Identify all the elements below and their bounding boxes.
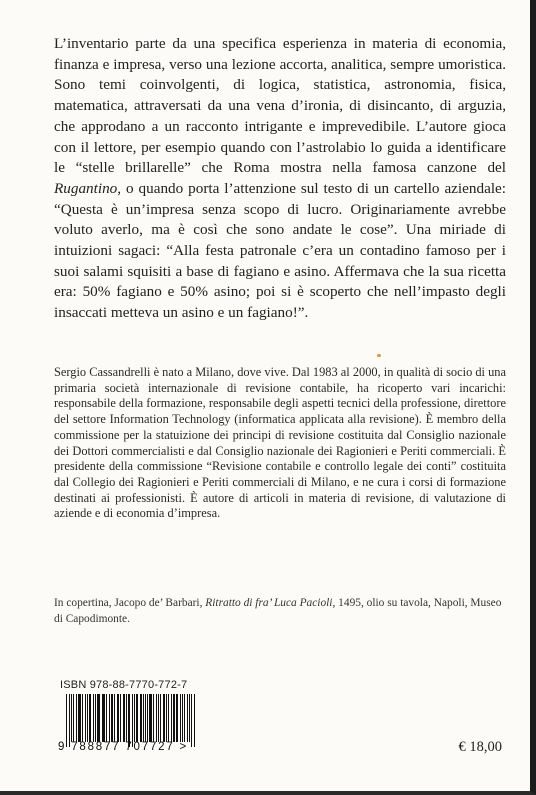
barcode-bar xyxy=(184,694,185,742)
barcode-bar xyxy=(85,694,86,742)
barcode-bar xyxy=(82,694,83,742)
barcode-bar xyxy=(87,694,89,742)
barcode-bar xyxy=(71,694,72,742)
barcode-bar xyxy=(182,694,183,742)
barcode-bar xyxy=(109,694,110,742)
barcode-bar xyxy=(143,694,144,742)
barcode-bar xyxy=(173,694,176,742)
barcode-digits: 9 788877 707727 > xyxy=(58,741,189,753)
barcode-bar xyxy=(89,694,91,742)
barcode-bar xyxy=(126,694,127,742)
barcode-bar xyxy=(106,694,107,742)
blurb-song-title: Rugantino xyxy=(54,179,118,197)
barcode-bar xyxy=(187,694,189,742)
author-bio: Sergio Cassandrelli è nato a Milano, dove vive. Dal 1983 al 2000, in qualità di socio di una primaria società internazionale di revisione contabile, ha ricoperto vari incarichi: responsabile della formazione, responsabile degli aspetti tecnici della professione, direttore del settore Information Technology (informatica applicata alla revisione). È membro della commissione per la statuizione dei principi di revisione costituita dal Consiglio nazionale dei Dottori commercialisti e dal Consiglio nazionale dei Ragionieri e Periti commerciali. È presidente della commissione “Revisione contabile e controllo legale dei conti” costituita dal Collegio dei Ragionieri e Periti commerciali di Milano, e ne cura i corsi di formazione destinati ai professionisti. È autore di articoli in materia di revisione, di valutazione di aziende e di economia d’impresa. xyxy=(54,365,506,521)
barcode-bar xyxy=(103,694,105,742)
blurb-paragraph xyxy=(54,34,506,324)
cover-credit-prefix: In copertina, Jacopo de’ Barbari, xyxy=(54,597,206,609)
barcode-bar xyxy=(114,694,115,742)
barcode-bar xyxy=(102,694,103,742)
barcode-bar xyxy=(171,694,172,742)
barcode-bar xyxy=(95,694,96,742)
barcode-bar xyxy=(140,694,142,742)
barcode-bar xyxy=(120,694,121,742)
barcode-bar xyxy=(76,694,77,742)
barcode-bar xyxy=(136,694,138,742)
isbn-label: ISBN 978-88-7770-772-7 xyxy=(60,679,188,691)
cover-credit-work: Ritratto di fra’ Luca Pacioli xyxy=(205,597,333,609)
barcode-bar xyxy=(132,694,133,747)
barcode-bar xyxy=(73,694,75,742)
cover-credit xyxy=(54,595,506,627)
barcode-bar xyxy=(189,694,190,742)
barcode-bar xyxy=(66,694,67,747)
barcode-bar xyxy=(194,694,195,747)
blurb-text-1: L’inventario parte da una specifica esperienza in materia di economia, finanza e impresa, verso una lezione accorta, analitica, sempre umoristica. Sono temi coinvolgenti, di logica, statistica, astronomia, fisica, matematica, attraversati da una vena d’ironia, di disincanto, di arguzia, che approdano a un racconto intrigante e imprevedibile. L’autore gioca con il lettore, per esempio quando con l’astrolabio lo guida a identificare le “stelle brillarelle” che Roma mostra nella famosa canzone del xyxy=(54,35,506,177)
barcode-bar xyxy=(168,694,169,742)
barcode xyxy=(66,694,196,742)
barcode-bar xyxy=(176,694,178,742)
blurb-text-2: , o quando porta l’attenzione sul testo di un cartello aziendale: “Questa è un’impresa senza scopo di lucro. Originariamente avrebbe voluto averlo, ma è così che sono andate le cose”. Una miriade di intuizioni sagaci: “Alla festa patronale c’era un contadino famoso per i suoi salami squisiti a base di fagiano e asino. Affermava che la sua ricetta era: 50% fagiano e 50% asino; poi si è scoperto che nell’impasto degli insaccati metteva un asino e un fagiano!”. xyxy=(54,179,506,322)
barcode-bar xyxy=(97,694,100,742)
price-label: € 18,00 xyxy=(458,739,502,755)
barcode-bar xyxy=(147,694,148,742)
barcode-bar xyxy=(145,694,146,742)
barcode-bar xyxy=(118,694,119,742)
barcode-bar xyxy=(123,694,125,742)
barcode-bar xyxy=(180,694,181,742)
barcode-bar xyxy=(160,694,161,742)
barcode-bar xyxy=(166,694,167,742)
barcode-bar xyxy=(117,694,118,742)
barcode-bar xyxy=(69,694,70,747)
barcode-bar xyxy=(163,694,165,742)
barcode-bar xyxy=(191,694,192,747)
barcode-bar xyxy=(128,694,131,747)
barcode-bar xyxy=(156,694,157,742)
barcode-bar xyxy=(153,694,154,742)
cover-credit-suffix: , 1495, olio su tavola, Napoli, Museo di Capodimonte. xyxy=(54,597,502,625)
barcode-bar xyxy=(93,694,94,742)
ornament-dot xyxy=(377,354,381,357)
barcode-bar xyxy=(111,694,113,742)
barcode-bar xyxy=(134,694,135,742)
barcode-bar xyxy=(149,694,152,742)
barcode-bar xyxy=(158,694,160,742)
barcode-bar xyxy=(78,694,81,742)
